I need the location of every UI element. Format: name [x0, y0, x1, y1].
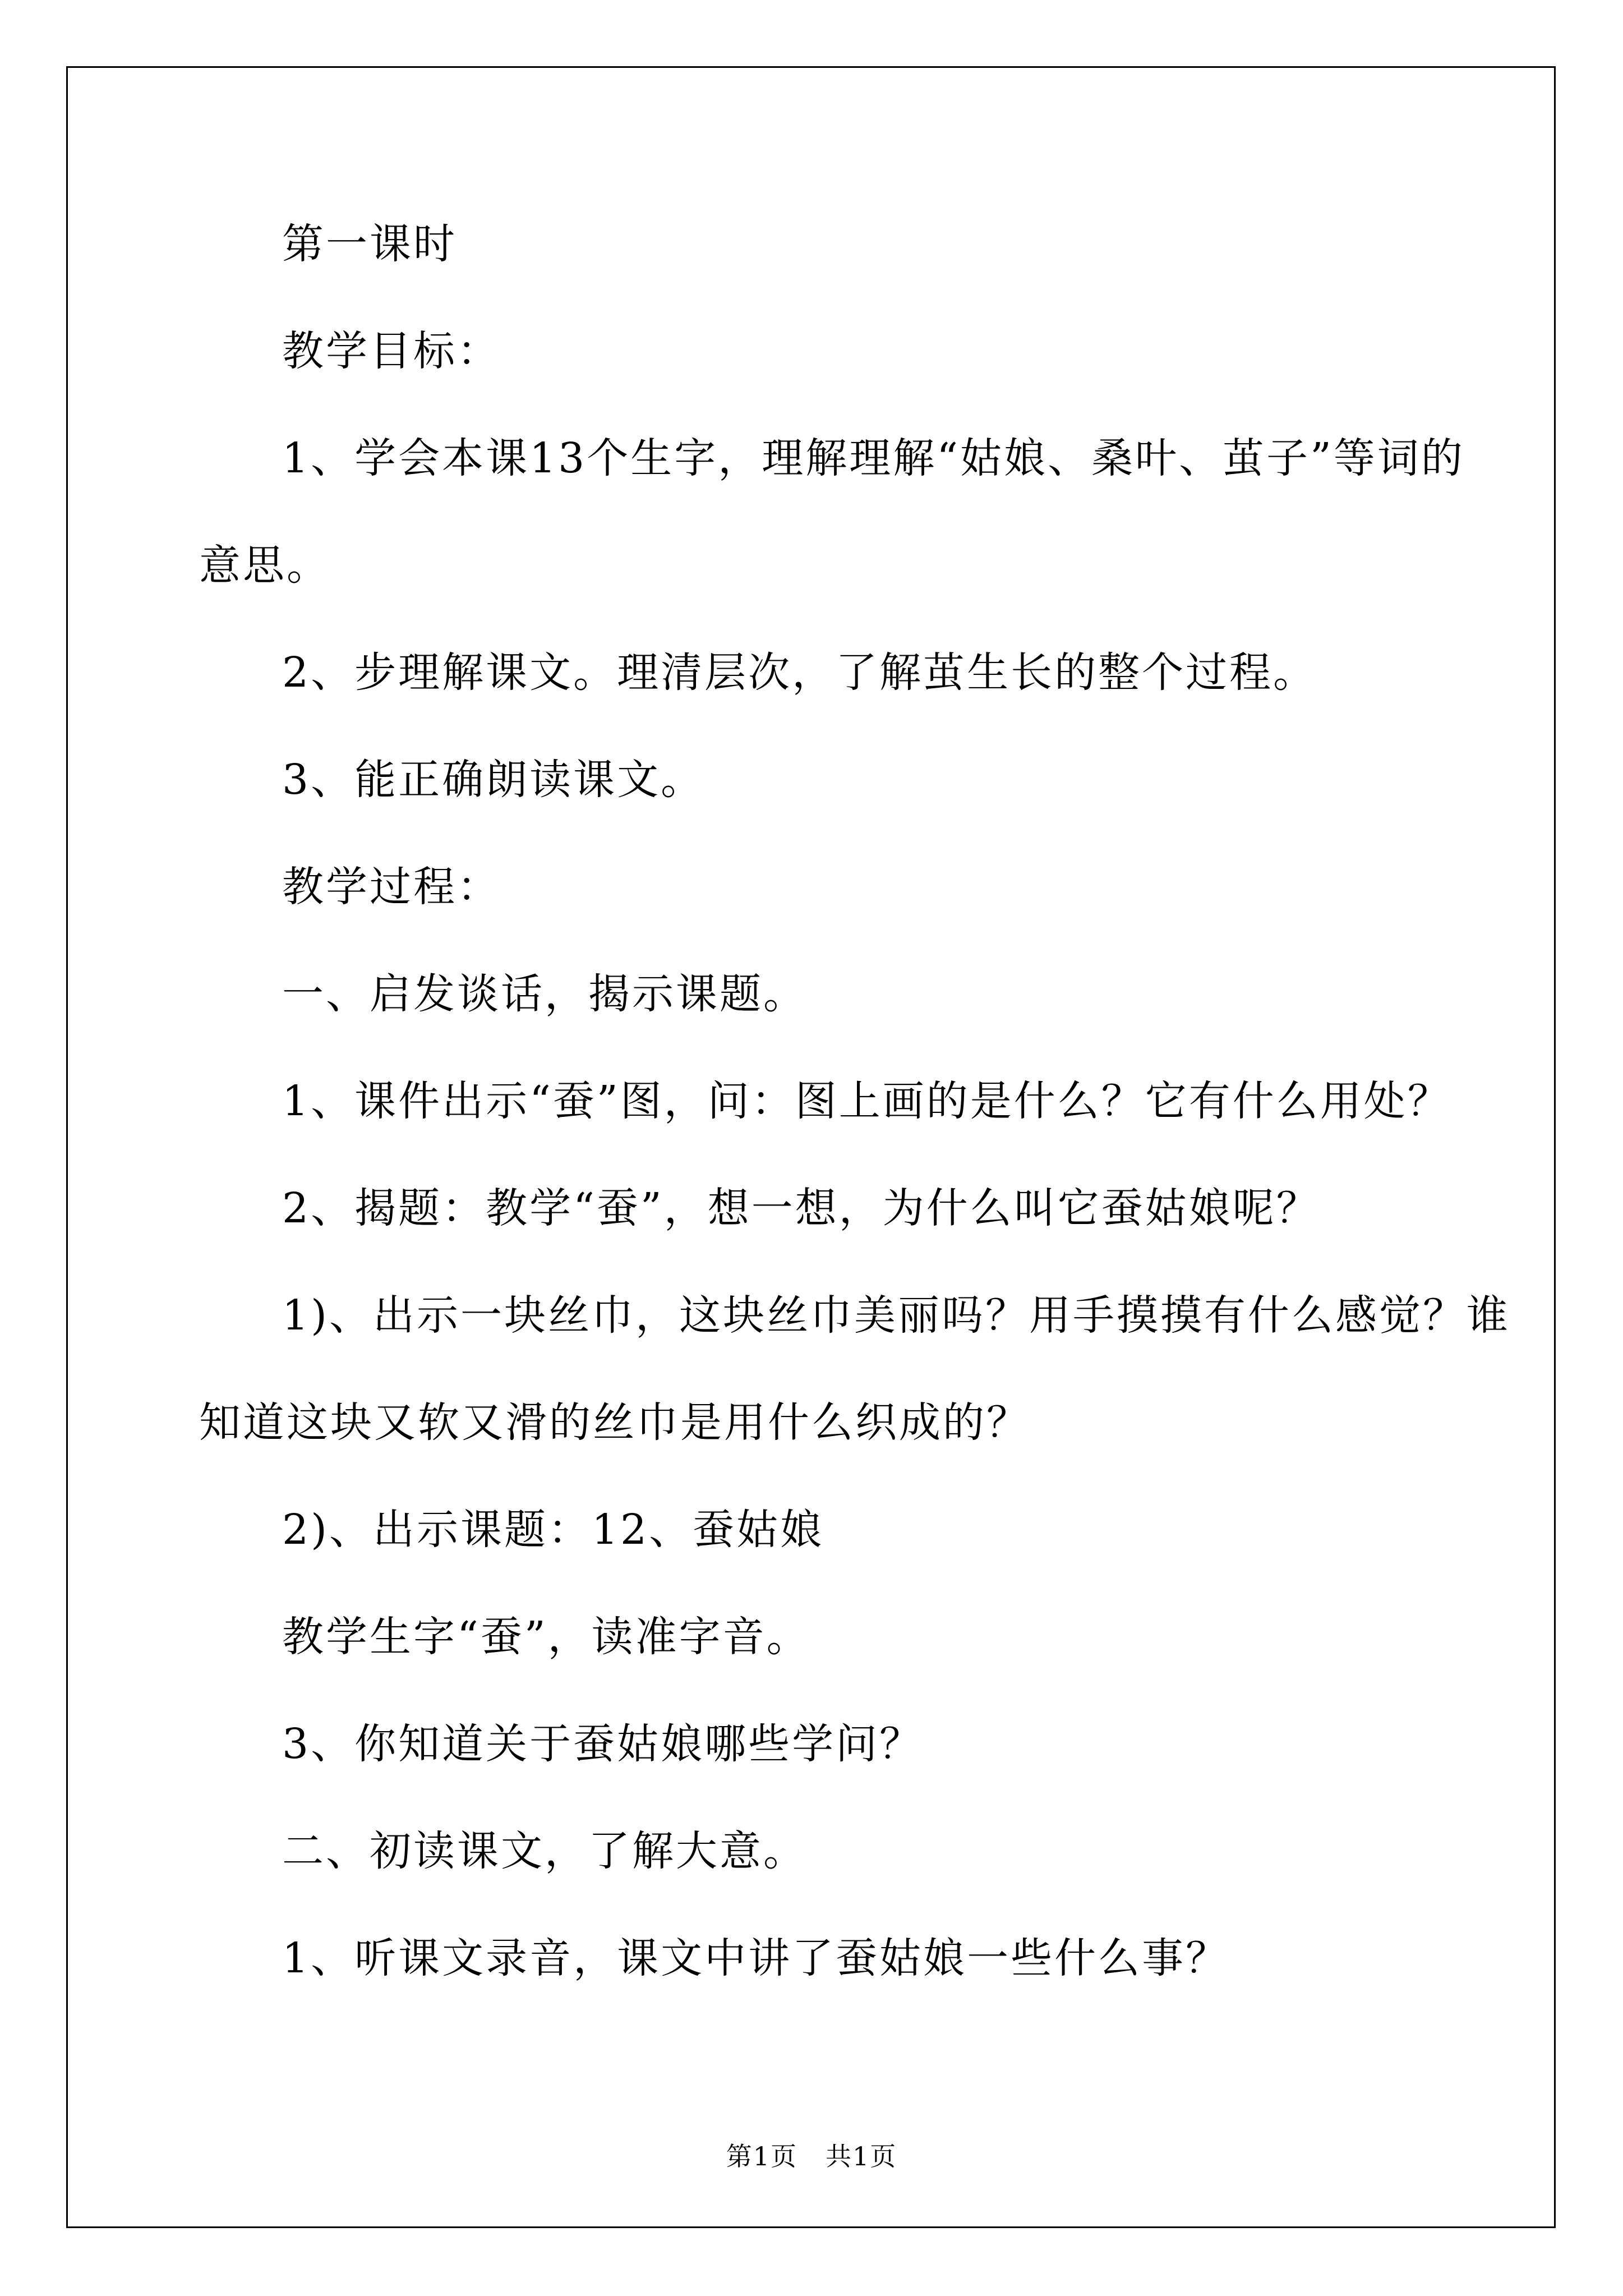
paragraph-step-2: 2、揭题：教学“蚕”，想一想，为什么叫它蚕姑娘呢？ — [282, 1184, 1320, 1232]
paragraph-lesson-period: 第一课时 — [282, 220, 457, 268]
page-number-current: 第1页 — [726, 2141, 797, 2171]
document-body — [199, 220, 1510, 1982]
paragraph-goal-3: 3、能正确朗读课文。 — [282, 756, 705, 804]
paragraph-substep-1-continued: 知道这块又软又滑的丝巾是用什么织成的？ — [199, 1398, 1030, 1447]
page-number-total: 共1页 — [826, 2141, 897, 2171]
paragraph-step-1: 1、课件出示“蚕”图，问：图上画的是什么？它有什么用处？ — [282, 1077, 1451, 1125]
paragraph-substep-1: 1)、出示一块丝巾，这块丝巾美丽吗？用手摸摸有什么感觉？谁 — [282, 1291, 1510, 1340]
paragraph-substep-2: 2)、出示课题：12、蚕姑娘 — [282, 1506, 824, 1554]
paragraph-section-2-heading: 二、初读课文，了解大意。 — [282, 1827, 807, 1875]
paragraph-section-1-heading: 一、启发谈话，揭示课题。 — [282, 970, 807, 1018]
paragraph-goal-1-continued: 意思。 — [199, 541, 330, 590]
paragraph-teaching-process-heading: 教学过程： — [282, 863, 501, 911]
paragraph-goal-1: 1、学会本课13个生字，理解理解“姑娘、桑叶、茧子”等词的 — [282, 434, 1465, 482]
paragraph-section-2-step-1: 1、听课文录音，课文中讲了蚕姑娘一些什么事？ — [282, 1934, 1230, 1982]
paragraph-step-3: 3、你知道关于蚕姑娘哪些学问？ — [282, 1720, 924, 1768]
page-footer — [0, 2136, 1623, 2173]
paragraph-goal-2: 2、步理解课文。理清层次，了解茧生长的整个过程。 — [282, 648, 1317, 697]
paragraph-new-character: 教学生字“蚕”，读准字音。 — [282, 1613, 810, 1661]
paragraph-teaching-goals-heading: 教学目标： — [282, 327, 501, 375]
